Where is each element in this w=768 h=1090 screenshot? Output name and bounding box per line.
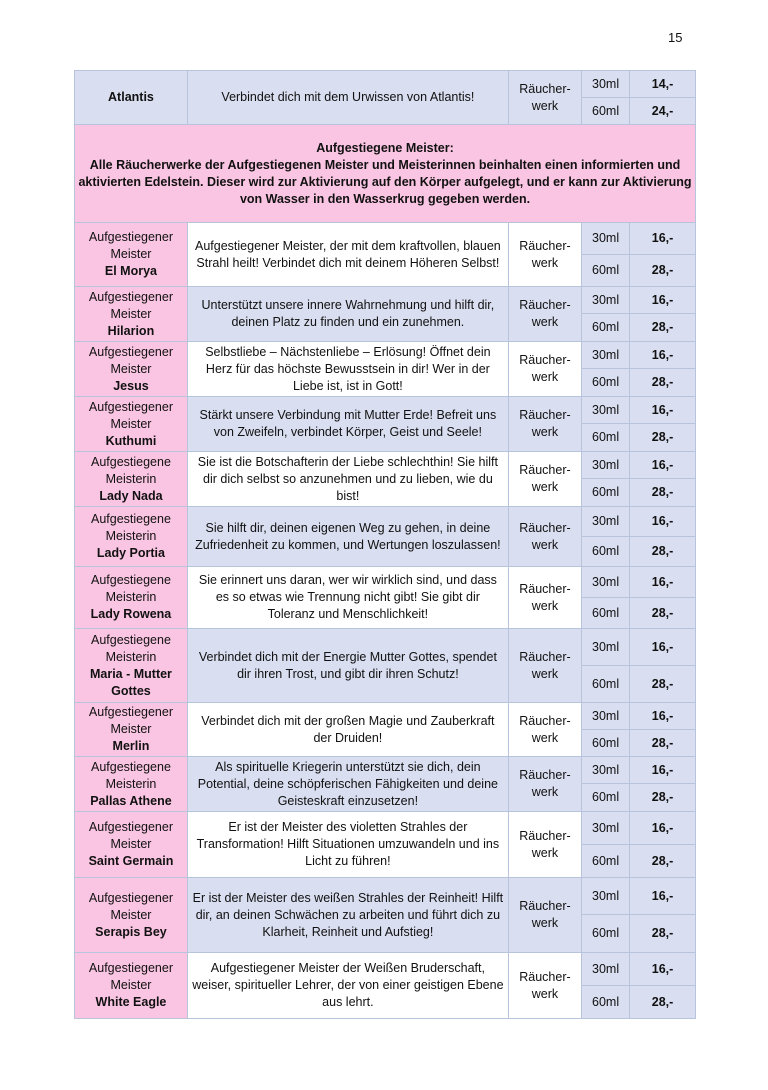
table-row — [75, 507, 696, 537]
size-large: 60ml — [582, 915, 630, 953]
section-header — [75, 125, 696, 223]
product-description: Verbindet dich mit dem Urwissen von Atlantis! — [187, 71, 508, 125]
product-name-cell — [75, 953, 188, 1019]
product-description: Sie hilft dir, deinen eigenen Weg zu gehen, in deine Zufriedenheit zu kommen, und Wertungen loszulassen! — [187, 507, 508, 567]
section-header-row — [75, 125, 696, 223]
table-row — [75, 757, 696, 784]
price-small: 16,- — [630, 507, 696, 537]
size-large: 60ml — [582, 730, 630, 757]
size-small: 30ml — [582, 223, 630, 255]
size-large: 60ml — [582, 479, 630, 507]
product-type: Räucher-werk — [508, 507, 581, 567]
size-large: 60ml — [582, 537, 630, 567]
table-row — [75, 223, 696, 255]
product-title: Aufgestiegene Meisterin — [90, 512, 171, 543]
table-row — [75, 567, 696, 598]
product-name-cell — [75, 812, 188, 878]
price-small: 16,- — [630, 812, 696, 845]
size-small: 30ml — [582, 757, 630, 784]
product-type: Räucher-werk — [508, 757, 581, 812]
price-small: 16,- — [630, 757, 696, 784]
price-large: 28,- — [630, 845, 696, 878]
size-large: 60ml — [582, 986, 630, 1019]
price-large: 28,- — [630, 598, 696, 629]
size-large: 60ml — [582, 598, 630, 629]
product-name: Jesus — [113, 378, 149, 393]
product-type: Räucher-werk — [508, 567, 581, 629]
section-text: Alle Räucherwerke der Aufgestiegenen Meister und Meisterinnen beinhalten einen informierten und aktivierten Edelstein. Dieser wird zur Aktivierung auf den Körper aufgelegt, und er kann zur Aktivierung von Wasser in den Wasserkrug gegeben werden. — [78, 157, 692, 206]
price-large: 28,- — [630, 255, 696, 287]
price-large: 24,- — [630, 98, 696, 125]
product-type: Räucher-werk — [508, 71, 581, 125]
section-title: Aufgestiegene Meister: — [316, 140, 454, 155]
size-large: 60ml — [582, 98, 630, 125]
product-name: Lady Nada — [99, 488, 163, 503]
product-name-cell — [75, 507, 188, 567]
product-type: Räucher-werk — [508, 953, 581, 1019]
price-small: 16,- — [630, 567, 696, 598]
product-type: Räucher-werk — [508, 223, 581, 287]
product-name: Serapis Bey — [95, 924, 167, 939]
product-type: Räucher-werk — [508, 878, 581, 953]
product-name-cell — [75, 452, 188, 507]
product-name-cell — [75, 878, 188, 953]
size-small: 30ml — [582, 342, 630, 369]
size-small: 30ml — [582, 703, 630, 730]
product-title: Aufgestiegener Meister — [88, 230, 173, 261]
product-name-cell — [75, 757, 188, 812]
product-description: Sie erinnert uns daran, wer wir wirklich sind, und dass es so etwas wie Trennung nicht gibt! Sie gibt dir Toleranz und Menschlichkeit! — [187, 567, 508, 629]
size-small: 30ml — [582, 629, 630, 666]
size-small: 30ml — [582, 567, 630, 598]
product-name-cell — [75, 223, 188, 287]
size-large: 60ml — [582, 255, 630, 287]
product-name-cell — [75, 342, 188, 397]
price-small: 16,- — [630, 953, 696, 986]
product-description: Verbindet dich mit der großen Magie und Zauberkraft der Druiden! — [187, 703, 508, 757]
product-title: Aufgestiegener Meister — [88, 961, 173, 992]
product-name: Lady Portia — [96, 546, 165, 560]
price-small: 16,- — [630, 287, 696, 314]
product-title: Aufgestiegener Meister — [88, 344, 173, 376]
product-description: Aufgestiegener Meister der Weißen Bruderschaft, weiser, spiritueller Lehrer, der von einer geistigen Ebene aus lehrt. — [187, 953, 508, 1019]
product-description: Verbindet dich mit der Energie Mutter Gottes, spendet dir ihren Trost, und gibt dir ihren Schutz! — [187, 629, 508, 703]
table-row — [75, 342, 696, 369]
product-name: White Eagle — [95, 995, 167, 1009]
product-title: Aufgestiegene Meisterin — [90, 573, 171, 604]
product-description: Unterstützt unsere innere Wahrnehmung und hilft dir, deinen Platz zu finden und ein zunehmen. — [187, 287, 508, 342]
table-row — [75, 287, 696, 314]
table-row — [75, 878, 696, 915]
product-type: Räucher-werk — [508, 812, 581, 878]
table-row-atlantis — [75, 71, 696, 98]
product-name-cell — [75, 287, 188, 342]
product-title: Aufgestiegene Meisterin — [90, 759, 171, 791]
product-description: Als spirituelle Kriegerin unterstützt sie dich, dein Potential, deine schöpferischen Fähigkeiten und deine Geisteskraft einzusetzen! — [187, 757, 508, 812]
table-row — [75, 703, 696, 730]
size-large: 60ml — [582, 424, 630, 452]
product-type: Räucher-werk — [508, 287, 581, 342]
price-large: 28,- — [630, 314, 696, 342]
product-name: Kuthumi — [105, 433, 157, 448]
price-large: 28,- — [630, 537, 696, 567]
product-name: Merlin — [112, 739, 150, 753]
product-name-cell — [75, 397, 188, 452]
product-type: Räucher-werk — [508, 452, 581, 507]
size-small: 30ml — [582, 287, 630, 314]
product-description: Stärkt unsere Verbindung mit Mutter Erde! Befreit uns von Zweifeln, verbindet Körper, Geist und Seele! — [187, 397, 508, 452]
product-type: Räucher-werk — [508, 703, 581, 757]
price-large: 28,- — [630, 986, 696, 1019]
product-name: Hilarion — [107, 323, 155, 338]
product-description: Selbstliebe – Nächstenliebe – Erlösung! Öffnet dein Herz für das höchste Bewusstsein in dir! Wer in der Liebe ist, ist in Gott! — [187, 342, 508, 397]
product-name: Saint Germain — [88, 854, 174, 868]
product-name: Atlantis — [75, 71, 188, 125]
product-title: Aufgestiegener Meister — [88, 890, 173, 922]
size-small: 30ml — [582, 812, 630, 845]
price-large: 28,- — [630, 730, 696, 757]
product-type: Räucher-werk — [508, 629, 581, 703]
product-title: Aufgestiegener Meister — [88, 289, 173, 321]
size-large: 60ml — [582, 666, 630, 703]
size-small: 30ml — [582, 452, 630, 479]
size-small: 30ml — [582, 397, 630, 424]
size-large: 60ml — [582, 784, 630, 812]
product-name: Lady Rowena — [90, 607, 172, 621]
product-description: Sie ist die Botschafterin der Liebe schlechthin! Sie hilft dir dich selbst so anzunehmen und zu lieben, wie du bist! — [187, 452, 508, 507]
size-small: 30ml — [582, 953, 630, 986]
price-small: 16,- — [630, 223, 696, 255]
table-row — [75, 629, 696, 666]
price-large: 28,- — [630, 915, 696, 953]
product-description: Er ist der Meister des violetten Strahles der Transformation! Hilft Situationen umzuwandeln und ins Licht zu führen! — [187, 812, 508, 878]
price-small: 16,- — [630, 397, 696, 424]
price-small: 16,- — [630, 342, 696, 369]
price-small: 16,- — [630, 452, 696, 479]
size-small: 30ml — [582, 507, 630, 537]
table-row — [75, 397, 696, 424]
size-large: 60ml — [582, 369, 630, 397]
price-large: 28,- — [630, 666, 696, 703]
size-large: 60ml — [582, 845, 630, 878]
product-name: Pallas Athene — [90, 793, 172, 808]
product-type: Räucher-werk — [508, 342, 581, 397]
price-small: 16,- — [630, 878, 696, 915]
price-small: 14,- — [630, 71, 696, 98]
product-name-cell — [75, 567, 188, 629]
page-number: 15 — [668, 30, 683, 45]
product-title: Aufgestiegener Meister — [88, 399, 173, 431]
size-small: 30ml — [582, 878, 630, 915]
table-row — [75, 953, 696, 986]
price-table — [74, 70, 696, 1019]
price-small: 16,- — [630, 703, 696, 730]
product-name: Maria - Mutter Gottes — [89, 666, 172, 698]
price-large: 28,- — [630, 479, 696, 507]
product-title: Aufgestiegener Meister — [88, 820, 173, 851]
table-row — [75, 812, 696, 845]
product-title: Aufgestiegener Meister — [88, 705, 173, 736]
price-small: 16,- — [630, 629, 696, 666]
product-type: Räucher-werk — [508, 397, 581, 452]
product-title: Aufgestiegene Meisterin — [90, 632, 171, 664]
product-description: Aufgestiegener Meister, der mit dem kraftvollen, blauen Strahl heilt! Verbindet dich mit deinem Höheren Selbst! — [187, 223, 508, 287]
size-small: 30ml — [582, 71, 630, 98]
product-name-cell — [75, 629, 188, 703]
product-title: Aufgestiegene Meisterin — [90, 454, 171, 486]
product-description: Er ist der Meister des weißen Strahles der Reinheit! Hilft dir, an deinen Schwächen zu arbeiten und führt dich zu Klarheit, Reinheit und Aufstieg! — [187, 878, 508, 953]
size-large: 60ml — [582, 314, 630, 342]
product-name-cell — [75, 703, 188, 757]
price-large: 28,- — [630, 369, 696, 397]
product-name: El Morya — [104, 264, 157, 278]
price-large: 28,- — [630, 424, 696, 452]
table-row — [75, 452, 696, 479]
price-large: 28,- — [630, 784, 696, 812]
